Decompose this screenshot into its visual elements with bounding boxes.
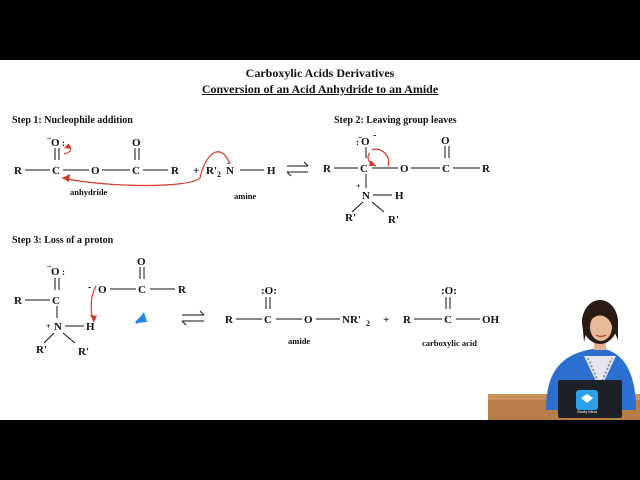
lecture-slide	[0, 60, 640, 420]
svg-text:O: O	[400, 163, 409, 175]
step2-scheme	[323, 130, 491, 226]
svg-text:2: 2	[366, 319, 370, 328]
step3-heading: Step 3: Loss of a proton	[12, 235, 114, 246]
svg-text:R: R	[482, 163, 490, 175]
svg-text:2: 2	[217, 170, 221, 179]
svg-text:N: N	[54, 321, 62, 333]
svg-text:C: C	[442, 163, 450, 175]
step3-scheme	[14, 256, 500, 358]
svg-text:+: +	[193, 165, 200, 177]
svg-text:+: +	[356, 182, 361, 191]
svg-text:+: +	[46, 322, 51, 331]
svg-text:R': R'	[78, 346, 89, 358]
svg-text:C: C	[138, 284, 146, 296]
svg-text:R: R	[14, 295, 22, 307]
carboxylic-acid-label: carboxylic acid	[422, 338, 478, 348]
study-mind-badge: Study Mind	[576, 409, 597, 414]
svg-text::: :	[356, 137, 359, 147]
step1-heading: Step 1: Nucleophile addition	[12, 115, 133, 126]
svg-text:O: O	[137, 256, 146, 268]
svg-text:OH: OH	[482, 314, 500, 326]
anhydride-label: anhydride	[70, 187, 108, 197]
step1-scheme	[14, 132, 308, 179]
step2-heading: Step 2: Leaving group leaves	[334, 115, 457, 126]
svg-text:R: R	[14, 165, 22, 177]
svg-text:O: O	[441, 135, 450, 147]
step2-curved-arrow	[368, 149, 389, 166]
svg-text:O: O	[361, 136, 370, 148]
svg-text::O:: :O:	[441, 285, 457, 297]
step1-curved-arrows	[62, 144, 230, 186]
svg-text:R: R	[323, 163, 331, 175]
svg-text:C: C	[360, 163, 368, 175]
svg-text:..: ..	[47, 260, 51, 269]
svg-text:..: ..	[47, 132, 51, 141]
svg-text:C: C	[132, 165, 140, 177]
svg-text:O: O	[132, 137, 141, 149]
svg-text:O: O	[98, 284, 107, 296]
svg-text:NR': NR'	[342, 314, 361, 326]
amide-label: amide	[288, 336, 311, 346]
svg-text::O:: :O:	[261, 285, 277, 297]
svg-text:R: R	[403, 314, 411, 326]
svg-text:..: ..	[358, 131, 362, 140]
svg-text:C: C	[52, 295, 60, 307]
svg-text:R: R	[225, 314, 233, 326]
svg-text:R': R'	[36, 344, 47, 356]
svg-text:H: H	[395, 190, 404, 202]
svg-text:C: C	[264, 314, 272, 326]
svg-text:O: O	[304, 314, 313, 326]
svg-text:O: O	[51, 266, 60, 278]
presenter-video	[488, 290, 640, 420]
svg-text:H: H	[267, 165, 276, 177]
svg-text:+: +	[383, 314, 390, 326]
svg-text:C: C	[444, 314, 452, 326]
svg-text:R': R'	[206, 165, 217, 177]
pointer-cursor-icon	[136, 312, 147, 323]
svg-text:H: H	[86, 321, 95, 333]
svg-text:-: -	[88, 282, 92, 293]
svg-text:..: ..	[227, 157, 231, 166]
svg-text:O: O	[51, 137, 60, 149]
svg-text:C: C	[52, 165, 60, 177]
svg-text:-: -	[373, 130, 377, 141]
svg-text:R: R	[178, 284, 186, 296]
svg-text:O: O	[91, 165, 100, 177]
svg-text:R': R'	[345, 212, 356, 224]
svg-text:N: N	[362, 190, 370, 202]
amine-label: amine	[234, 191, 257, 201]
svg-text::: :	[62, 138, 65, 148]
svg-text:N: N	[226, 165, 234, 177]
svg-text:R: R	[171, 165, 179, 177]
svg-text::: :	[62, 267, 65, 277]
slide-title: Carboxylic Acids Derivatives	[245, 66, 395, 80]
slide-subtitle: Conversion of an Acid Anhydride to an Amide	[201, 82, 439, 96]
svg-text:R': R'	[388, 214, 399, 226]
